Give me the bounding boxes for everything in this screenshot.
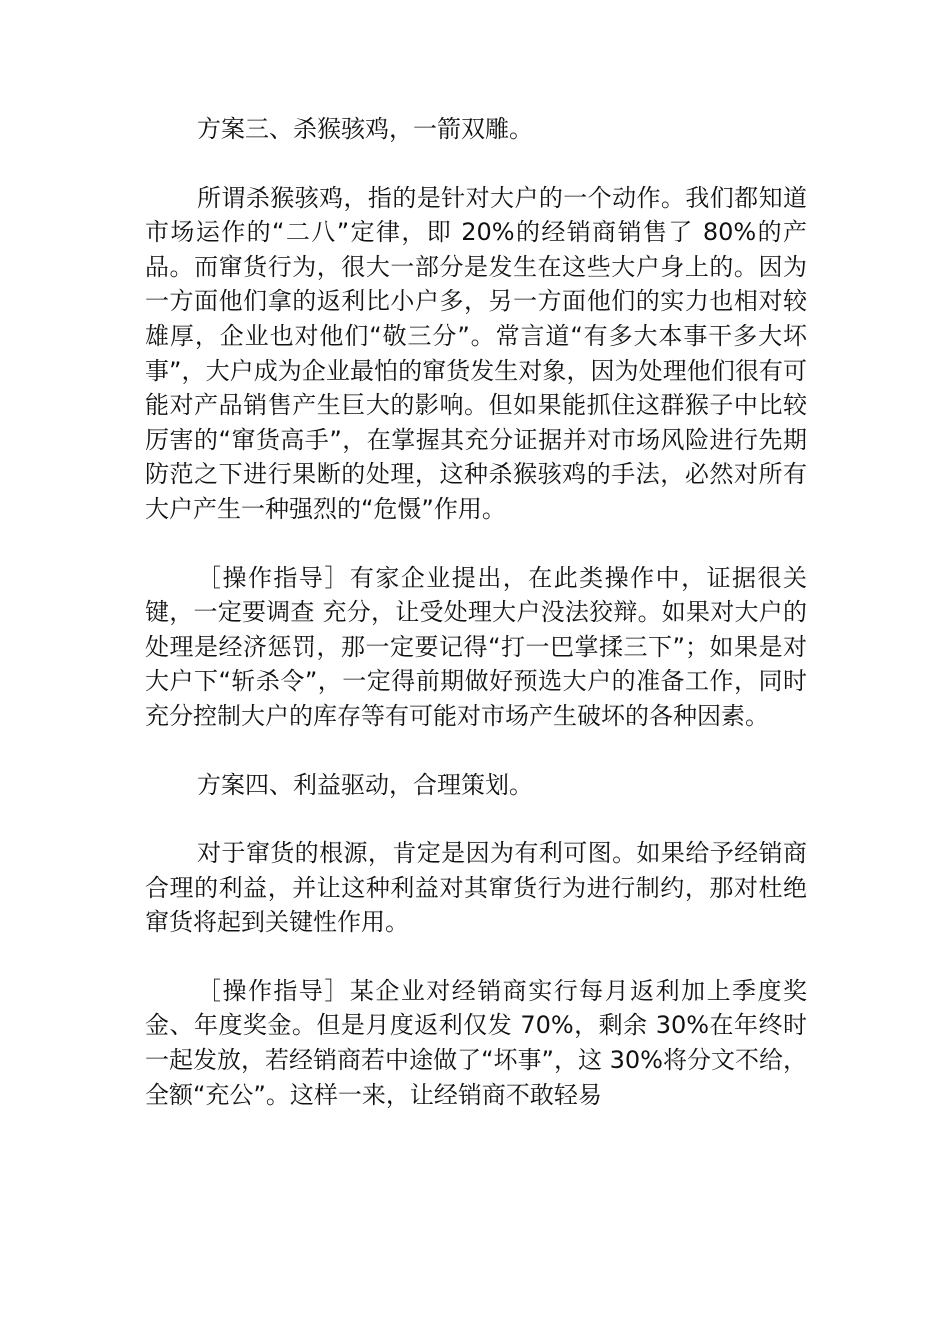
heading-plan-three: 方案三、杀猴骇鸡，一箭双雕。 (197, 115, 533, 143)
paragraph-plan-four-body: 对于窜货的根源，肯定是因为有利可图。如果给予经销商合理的利益，并让这种利益对其窜货行为进行制约，那对杜绝窜货将起到关键性作用。 (145, 839, 807, 937)
paragraph-plan-four-guidance: ［操作指导］某企业对经销商实行每月返利加上季度奖金、年度奖金。但是月度返利仅发 70%，剩余 30%在年终时一起发放，若经销商若中途做了“坏事”，这 30%将分文不给，全额“充公”。这样一来，让经销商不敢轻易 (145, 976, 807, 1109)
paragraph-plan-three-guidance: ［操作指导］有家企业提出，在此类操作中，证据很关键，一定要调查 充分，让受处理大户没法狡辩。如果对大户的处理是经济惩罚，那一定要记得“打一巴掌揉三下”；如果是对大户下“斩杀令”，一定得前期做好预选大户的准备工作，同时充分控制大户的库存等有可能对市场产生破坏的各种因素。 (145, 563, 807, 730)
heading-plan-four: 方案四、利益驱动，合理策划。 (197, 770, 533, 799)
document-page (145, 112, 807, 1112)
paragraph-plan-three-body: 所谓杀猴骇鸡，指的是针对大户的一个动作。我们都知道市场运作的“二八”定律，即 20%的经销商销售了 80%的产品。而窜货行为，很大一部分是发生在这些大户身上的。因为一方面他们拿的返利比小户多，另一方面他们的实力也相对较雄厚，企业也对他们“敬三分”。常言道“有多大本事干多大坏事”，大户成为企业最怕的窜货发生对象，因为处理他们很有可能对产品销售产生巨大的影响。但如果能抓住这群猴子中比较厉害的“窜货高手”，在掌握其充分证据并对市场风险进行先期防范之下进行果断的处理，这种杀猴骇鸡的手法，必然对所有大户产生一种强烈的“危慑”作用。 (145, 183, 807, 523)
